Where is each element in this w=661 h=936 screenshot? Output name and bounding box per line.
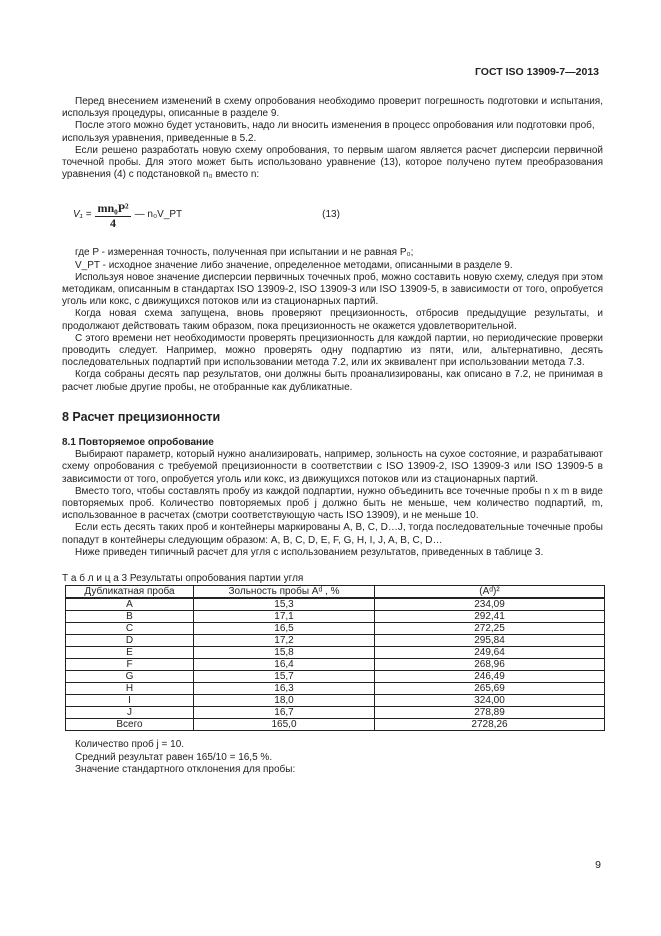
table-cell: 15,7 (194, 671, 375, 683)
table-cell: 292,41 (375, 611, 605, 623)
table-cell: 17,1 (194, 611, 375, 623)
definition: V_PT - исходное значение либо значение, определенное методами, описанными в разделе 9. (75, 259, 513, 271)
table-cell: 15,8 (194, 647, 375, 659)
table-cell: 295,84 (375, 635, 605, 647)
table-row (66, 707, 605, 719)
table-row (66, 647, 605, 659)
paragraph: Значение стандартного отклонения для пробы: (75, 763, 296, 775)
formula-lhs: V₁ = (73, 209, 92, 221)
formula-fraction (95, 202, 130, 229)
paragraph: Когда новая схема запущена, вновь проверяют прецизионность, отбросив предыдущие результаты, и продолжают действовать таким образом, пока прецизионность не окажется удовлетворительной. (62, 308, 603, 332)
definition: где P - измеренная точность, полученная при испытании и не равная P₀; (75, 247, 414, 259)
section-title: 8 Расчет прецизионности (62, 409, 221, 424)
page-number: 9 (595, 859, 601, 871)
column-header: Дубликатная проба (66, 586, 194, 599)
paragraph: Когда собраны десять пар результатов, они должны быть проанализированы, как описано в 7.2, не принимая в расчет любые другие пробы, не отобранные как дубликатные. (62, 369, 603, 393)
equation-number: (13) (322, 209, 340, 221)
table-cell: H (66, 683, 194, 695)
table-cell: 165,0 (194, 719, 375, 731)
column-header: (Aᵈ)² (375, 586, 605, 599)
paragraph: Перед внесением изменений в схему опробования необходимо проверит погрешность подготовки и испытания, используя процедуры, описанные в разделе 9. (62, 96, 603, 120)
table-cell: 16,7 (194, 707, 375, 719)
paragraph: Ниже приведен типичный расчет для угля с использованием результатов, приведенных в таблице 3. (75, 546, 544, 558)
calculation-notes (62, 739, 603, 776)
table-cell: 249,64 (375, 647, 605, 659)
table-cell: 16,4 (194, 659, 375, 671)
paragraph: С этого времени нет необходимости проверять прецизионность для каждой партии, но периодические проверки проводить следует. Например, можно проверять одну подпартию из пяти, или, альтернативно, десять последовательных подпартий при использовании метода 7.2, или их эквивалент при использовании метода 7.3. (62, 332, 603, 369)
paragraph: Выбирают параметр, который нужно анализировать, например, зольность на сухое состояние, и разрабатывают схему опробования с требуемой прецизионности в соответствии с ISO 13909-2, ISO 13909-3 или ISO 13909-5 в зависимости от того, опробуется уголь или кокс, из движущихся потоков или из стационарных партий. (62, 449, 603, 485)
table-cell: 268,96 (375, 659, 605, 671)
document-header: ГОСТ ISO 13909-7—2013 (474, 66, 599, 78)
table-row (66, 671, 605, 683)
table-cell: B (66, 611, 194, 623)
column-header: Зольность пробы Aᵈ , % (194, 586, 375, 599)
table-cell: 16,5 (194, 623, 375, 635)
paragraph: Средний результат равен 165/10 = 16,5 %. (75, 751, 273, 763)
table-row (66, 611, 605, 623)
table-cell: J (66, 707, 194, 719)
table-row (66, 695, 605, 707)
table-cell: 18,0 (194, 695, 375, 707)
formula-denominator: 4 (110, 215, 117, 230)
table-cell: E (66, 647, 194, 659)
table-row (66, 635, 605, 647)
table-cell: 246,49 (375, 671, 605, 683)
table-row (66, 598, 605, 611)
paragraph: Используя новое значение дисперсии первичных точечных проб, можно составить новую схему, следуя при этом методикам, описанным в стандартах ISO 13909-2, ISO 13909-3 или ISO 13909-5, в зависимости от того, опробуется уголь или кокс, с движущихся потоков или из стационарных партий. (62, 271, 603, 308)
formula-rhs: — n₀V_PT (134, 209, 183, 221)
table-row (66, 683, 605, 695)
table-cell: I (66, 695, 194, 707)
table-cell: 15,3 (194, 598, 375, 611)
document-body (62, 96, 603, 776)
paragraph: Количество проб j = 10. (75, 739, 185, 751)
table-cell: C (66, 623, 194, 635)
table-cell: 17,2 (194, 635, 375, 647)
table-cell: F (66, 659, 194, 671)
table-cell: G (66, 671, 194, 683)
paragraph: Если есть десять таких проб и контейнеры маркированы A, B, C, D…J, тогда последовательные точечные пробы попадут в контейнеры следующим образом: A, B, C, D, E, F, G, H, I, J, A, B, C, D… (62, 522, 603, 546)
table-cell: 2728,26 (375, 719, 605, 731)
equation-13 (62, 189, 603, 241)
table-cell: 234,09 (375, 598, 605, 611)
table-cell: A (66, 598, 194, 611)
subsection-title: 8.1 Повторяемое опробование (62, 437, 214, 449)
paragraph: После этого можно будет установить, надо ли вносить изменения в процесс опробования или подготовки проб, используя уравнения, приведенные в 5.2. (62, 120, 595, 144)
table-row (66, 719, 605, 731)
table-cell: 265,69 (375, 683, 605, 695)
paragraph: Вместо того, чтобы составлять пробу из каждой подпартии, нужно объединить все точечные пробы n x m в виде повторяемых проб. Количество повторяемых проб j должно быть не меньше, чем количество подпартий, m, использованное в расчетах (смотри соответствующую часть ISO 13909), и не меньше 10. (62, 485, 603, 522)
formula-numerator: mn₀P² (95, 202, 130, 217)
table-cell: 16,3 (194, 683, 375, 695)
table-cell: 278,89 (375, 707, 605, 719)
table-cell: D (66, 635, 194, 647)
results-table (65, 585, 605, 731)
table-cell: 324,00 (375, 695, 605, 707)
table-row (66, 659, 605, 671)
table-row (66, 623, 605, 635)
table-cell: Всего (66, 719, 194, 731)
table-caption: Т а б л и ц а 3 Результаты опробования партии угля (62, 573, 304, 585)
table-cell: 272,25 (375, 623, 605, 635)
paragraph: Если решено разработать новую схему опробования, то первым шагом является расчет дисперсии первичной точечной пробы. Для этого может быть использовано уравнение (13), которое получено путем преобразования уравнения (4) с подстановкой n₀ вместо n: (62, 144, 603, 181)
